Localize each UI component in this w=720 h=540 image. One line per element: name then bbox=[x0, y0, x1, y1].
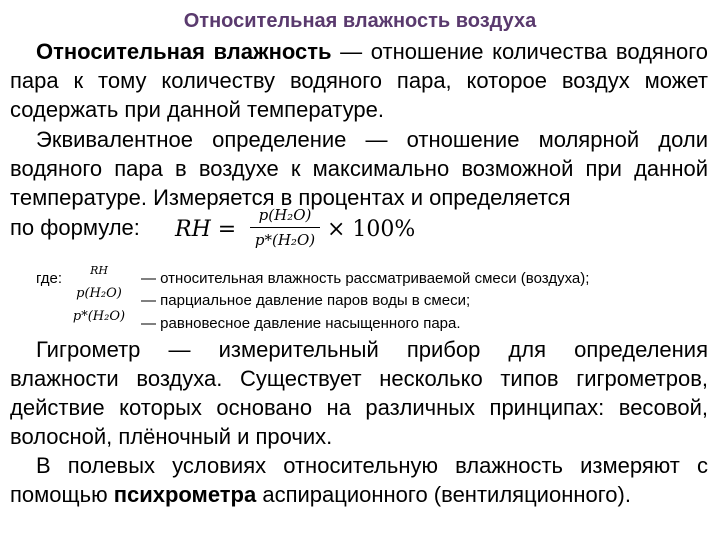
formula-legend bbox=[36, 262, 716, 334]
definition-text: — отношение количества водяного пара к тому количеству водяного пара, которое воздух может содержать при данной температуре. bbox=[10, 39, 708, 122]
equivalent-definition-paragraph: Эквивалентное определение — отношение молярной доли водяного пара в воздухе к максимально возможной при данной температуре. Измеряется в процентах и определяется bbox=[10, 127, 708, 210]
psychrometer-paragraph bbox=[10, 451, 708, 509]
legend-description-rh: — относительная влажность рассматриваемой смеси (воздуха); bbox=[141, 270, 590, 287]
formula-lead: по формуле: bbox=[10, 215, 140, 240]
legend-symbol-rh: RH bbox=[90, 264, 108, 277]
legend-description-saturation-pressure: — равновесное давление насыщенного пара. bbox=[141, 315, 461, 332]
psychrometer-text-before: В полевых условиях относительную влажность измеряют с помощью bbox=[10, 453, 708, 507]
fraction-bar bbox=[250, 227, 320, 228]
psychrometer-term: психрометра bbox=[113, 482, 257, 507]
legend-where-label: где: bbox=[36, 270, 63, 287]
formula-lhs: RH = bbox=[175, 217, 237, 242]
formula-denominator: p*(H₂O) bbox=[254, 231, 316, 249]
definition-term: Относительная влажность bbox=[36, 39, 332, 64]
page-title: Относительная влажность воздуха bbox=[183, 10, 537, 32]
legend-description-partial-pressure: — парциальное давление паров воды в смеси; bbox=[141, 292, 471, 309]
formula-fraction bbox=[250, 205, 320, 250]
legend-symbol-partial-pressure: p(H₂O) bbox=[76, 286, 122, 301]
legend-symbol-saturation-pressure: p*(H₂O) bbox=[72, 309, 126, 324]
formula-multiplier: × 100% bbox=[327, 217, 416, 242]
hygrometer-paragraph: Гигрометр — измерительный прибор для определения влажности воздуха. Существует несколько типов гигрометров, действие которых основано на различных принципах: весовой, волосной, плёночный и прочих. bbox=[10, 337, 708, 449]
definition-paragraph bbox=[10, 37, 708, 124]
formula-numerator: p(H₂O) bbox=[258, 206, 312, 224]
psychrometer-text-after: аспирационного (вентиляционного). bbox=[256, 482, 631, 507]
